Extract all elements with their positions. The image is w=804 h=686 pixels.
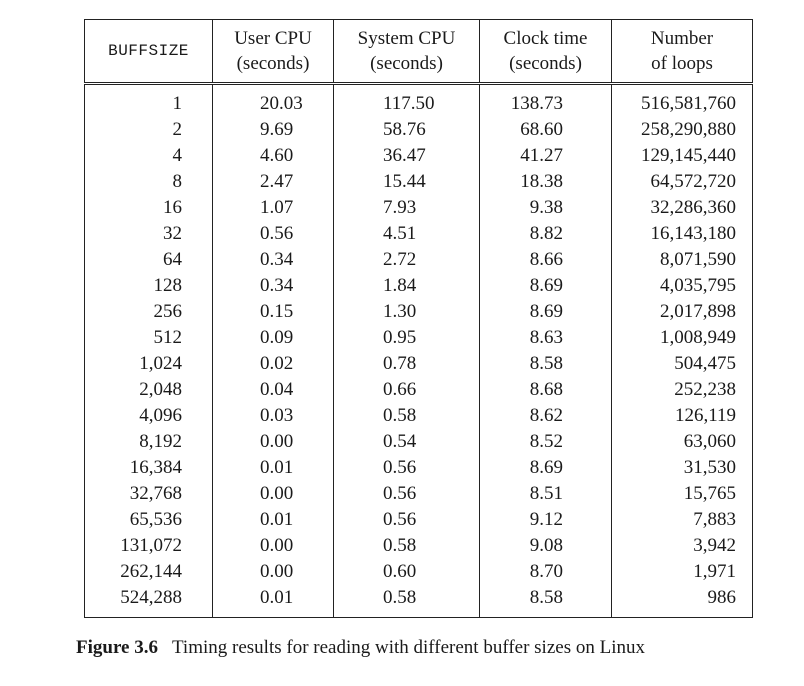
cell-user-cpu: 9.69 (213, 117, 334, 143)
cell-number-of-loops: 8,071,590 (612, 247, 753, 273)
table-row (85, 507, 753, 533)
cell-user-cpu: 0.01 (213, 507, 334, 533)
cell-buffsize: 262,144 (85, 559, 213, 585)
table-row (85, 195, 753, 221)
cell-buffsize: 1,024 (85, 351, 213, 377)
cell-number-of-loops: 1,008,949 (612, 325, 753, 351)
cell-system-cpu: 0.95 (334, 325, 480, 351)
header-user-cpu-line1: User CPU (234, 28, 312, 49)
cell-system-cpu: 15.44 (334, 169, 480, 195)
cell-number-of-loops: 64,572,720 (612, 169, 753, 195)
cell-buffsize: 512 (85, 325, 213, 351)
cell-clock-time: 8.66 (480, 247, 612, 273)
cell-number-of-loops: 258,290,880 (612, 117, 753, 143)
cell-buffsize: 32,768 (85, 481, 213, 507)
table-row (85, 403, 753, 429)
timing-results-table (84, 19, 753, 618)
cell-clock-time: 68.60 (480, 117, 612, 143)
header-system-cpu-line2: (seconds) (370, 53, 443, 74)
cell-buffsize: 128 (85, 273, 213, 299)
header-clock-time-line2: (seconds) (509, 53, 582, 74)
header-system-cpu (334, 20, 480, 84)
cell-number-of-loops: 16,143,180 (612, 221, 753, 247)
cell-buffsize: 4 (85, 143, 213, 169)
cell-clock-time: 9.08 (480, 533, 612, 559)
cell-system-cpu: 4.51 (334, 221, 480, 247)
cell-system-cpu: 0.78 (334, 351, 480, 377)
cell-clock-time: 8.58 (480, 585, 612, 618)
header-number-of-loops (612, 20, 753, 84)
cell-buffsize: 65,536 (85, 507, 213, 533)
cell-buffsize: 2 (85, 117, 213, 143)
header-number-of-loops-line1: Number (650, 28, 714, 49)
cell-user-cpu: 0.00 (213, 533, 334, 559)
cell-number-of-loops: 3,942 (612, 533, 753, 559)
cell-number-of-loops: 4,035,795 (612, 273, 753, 299)
cell-number-of-loops: 32,286,360 (612, 195, 753, 221)
table-row (85, 585, 753, 618)
cell-system-cpu: 117.50 (334, 84, 480, 118)
cell-number-of-loops: 1,971 (612, 559, 753, 585)
table-row (85, 429, 753, 455)
cell-number-of-loops: 252,238 (612, 377, 753, 403)
cell-number-of-loops: 31,530 (612, 455, 753, 481)
cell-buffsize: 8,192 (85, 429, 213, 455)
cell-user-cpu: 0.00 (213, 559, 334, 585)
cell-number-of-loops: 129,145,440 (612, 143, 753, 169)
cell-clock-time: 41.27 (480, 143, 612, 169)
cell-user-cpu: 0.04 (213, 377, 334, 403)
header-user-cpu (213, 20, 334, 84)
cell-buffsize: 32 (85, 221, 213, 247)
cell-buffsize: 8 (85, 169, 213, 195)
cell-buffsize: 256 (85, 299, 213, 325)
cell-clock-time: 8.52 (480, 429, 612, 455)
table-row (85, 559, 753, 585)
cell-system-cpu: 0.56 (334, 481, 480, 507)
cell-clock-time: 8.62 (480, 403, 612, 429)
cell-buffsize: 64 (85, 247, 213, 273)
cell-system-cpu: 0.56 (334, 455, 480, 481)
cell-system-cpu: 0.60 (334, 559, 480, 585)
cell-number-of-loops: 63,060 (612, 429, 753, 455)
cell-number-of-loops: 2,017,898 (612, 299, 753, 325)
cell-user-cpu: 0.00 (213, 429, 334, 455)
table-row (85, 247, 753, 273)
cell-buffsize: 1 (85, 84, 213, 118)
header-row (85, 20, 753, 84)
table-row (85, 143, 753, 169)
cell-system-cpu: 0.54 (334, 429, 480, 455)
cell-user-cpu: 4.60 (213, 143, 334, 169)
table-row (85, 351, 753, 377)
cell-user-cpu: 0.00 (213, 481, 334, 507)
header-user-cpu-line2: (seconds) (236, 53, 310, 74)
cell-buffsize: 2,048 (85, 377, 213, 403)
cell-system-cpu: 1.30 (334, 299, 480, 325)
cell-user-cpu: 0.15 (213, 299, 334, 325)
header-clock-time-line1: Clock time (503, 28, 588, 49)
table-row (85, 533, 753, 559)
table-row (85, 221, 753, 247)
cell-clock-time: 138.73 (480, 84, 612, 118)
table-row (85, 273, 753, 299)
cell-system-cpu: 0.58 (334, 585, 480, 618)
cell-clock-time: 8.69 (480, 299, 612, 325)
cell-system-cpu: 1.84 (334, 273, 480, 299)
cell-clock-time: 8.70 (480, 559, 612, 585)
cell-user-cpu: 0.03 (213, 403, 334, 429)
table-body (85, 84, 753, 618)
cell-system-cpu: 36.47 (334, 143, 480, 169)
cell-number-of-loops: 986 (612, 585, 753, 618)
figure-label: Figure 3.6 (76, 637, 158, 658)
cell-system-cpu: 0.56 (334, 507, 480, 533)
table-row (85, 455, 753, 481)
cell-number-of-loops: 7,883 (612, 507, 753, 533)
cell-system-cpu: 7.93 (334, 195, 480, 221)
table-row (85, 325, 753, 351)
table-header (85, 20, 753, 84)
header-buffsize-label: BUFFSIZE (108, 41, 189, 60)
table-row (85, 169, 753, 195)
cell-number-of-loops: 516,581,760 (612, 84, 753, 118)
cell-buffsize: 16,384 (85, 455, 213, 481)
cell-buffsize: 16 (85, 195, 213, 221)
cell-clock-time: 9.12 (480, 507, 612, 533)
figure-caption-text: Timing results for reading with different buffer sizes on Linux (171, 637, 645, 658)
cell-user-cpu: 1.07 (213, 195, 334, 221)
cell-clock-time: 18.38 (480, 169, 612, 195)
table-row (85, 299, 753, 325)
header-system-cpu-line1: System CPU (357, 28, 456, 49)
cell-clock-time: 8.69 (480, 455, 612, 481)
cell-buffsize: 4,096 (85, 403, 213, 429)
cell-user-cpu: 2.47 (213, 169, 334, 195)
table-row (85, 117, 753, 143)
cell-system-cpu: 0.58 (334, 403, 480, 429)
cell-number-of-loops: 15,765 (612, 481, 753, 507)
table-row (85, 481, 753, 507)
cell-clock-time: 8.63 (480, 325, 612, 351)
cell-clock-time: 8.51 (480, 481, 612, 507)
cell-clock-time: 9.38 (480, 195, 612, 221)
cell-system-cpu: 2.72 (334, 247, 480, 273)
table-row (85, 84, 753, 118)
cell-clock-time: 8.82 (480, 221, 612, 247)
cell-user-cpu: 20.03 (213, 84, 334, 118)
cell-user-cpu: 0.01 (213, 585, 334, 618)
cell-clock-time: 8.58 (480, 351, 612, 377)
header-number-of-loops-line2: of loops (651, 53, 713, 74)
cell-number-of-loops: 126,119 (612, 403, 753, 429)
cell-clock-time: 8.69 (480, 273, 612, 299)
figure-caption (76, 637, 645, 659)
cell-buffsize: 524,288 (85, 585, 213, 618)
cell-user-cpu: 0.56 (213, 221, 334, 247)
cell-user-cpu: 0.01 (213, 455, 334, 481)
cell-user-cpu: 0.34 (213, 273, 334, 299)
header-buffsize (85, 20, 213, 84)
cell-number-of-loops: 504,475 (612, 351, 753, 377)
cell-clock-time: 8.68 (480, 377, 612, 403)
table-row (85, 377, 753, 403)
cell-system-cpu: 0.58 (334, 533, 480, 559)
cell-system-cpu: 0.66 (334, 377, 480, 403)
cell-user-cpu: 0.34 (213, 247, 334, 273)
header-clock-time (480, 20, 612, 84)
cell-buffsize: 131,072 (85, 533, 213, 559)
cell-user-cpu: 0.02 (213, 351, 334, 377)
cell-system-cpu: 58.76 (334, 117, 480, 143)
cell-user-cpu: 0.09 (213, 325, 334, 351)
